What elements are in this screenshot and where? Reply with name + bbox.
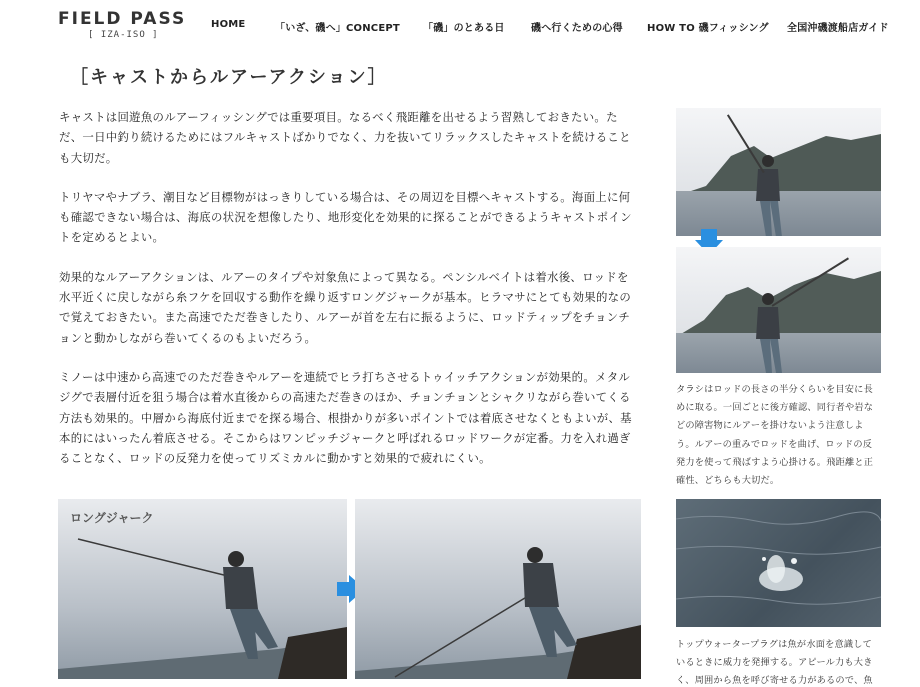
paragraph: 効果的なルアーアクションは、ルアーのタイプや対象魚によって異なる。ペンシルベイトは着水後、ロッドを水平近くに戻しながら糸フケを回収する動作を繰り返すロングジャークが基本。ヒラマサにとても効果的なので覚えておきたい。また高速でただ巻きしたり、ルアーが首を左右に振るように、ロッドティップをチョンチョンと動かしながら巻いてくるのもよいだろう。 <box>59 269 632 345</box>
paragraph: トリヤマやナブラ、潮目など目標物がはっきりしている場合は、その周辺を目標へキャストする。海面上に何も確認できない場合は、海底の状況を想像したり、地形変化を効果的に探ることができるようキャストポイントを定めるとよい。 <box>59 189 632 245</box>
paragraph: キャストは回遊魚のルアーフィッシングでは重要項目。なるべく飛距離を出せるよう習熟しておきたい。ただ、一日中釣り続けるためにはフルキャストばかりでなく、力を抜いてリラックスしたキャストを続けることも大切だ。 <box>59 110 631 165</box>
caption-cast: タラシはロッドの長さの半分くらいを目安に長めに取る。一回ごとに後方確認、同行者や岩などの障害物にルアーを掛けないよう注意しよう。ルアーの重みでロッドを曲げ、ロッドの反発力を使って飛ばすよう心掛ける。飛距離と正確性、どちらも大切だ。 <box>676 384 874 487</box>
water-texture <box>676 499 881 627</box>
nav-item-guidelines[interactable]: 磯へ行くための心得 <box>531 23 623 34</box>
nav-item-boat-guide[interactable]: 全国沖磯渡船店ガイド <box>787 23 889 34</box>
logo-subtitle: [ IZA-ISO ] <box>88 30 159 40</box>
angler-scene <box>58 499 347 679</box>
nav-item-iso-day[interactable]: 「磯」のとある日 <box>423 23 505 34</box>
cast-photo-after <box>676 247 881 373</box>
topwater-splash-photo <box>676 499 881 627</box>
nav-item-howto[interactable]: HOW TO 磯フィッシング <box>647 23 769 34</box>
main-nav <box>0 19 920 33</box>
long-jerk-photo-2 <box>355 499 641 679</box>
nav-item-concept[interactable]: 「いざ、磯へ」CONCEPT <box>275 23 400 34</box>
nav-item-home[interactable]: HOME <box>211 19 246 30</box>
caption-topwater: トップウォータープラグは魚が水面を意識しているときに威力を発揮する。アピール力も大きく、周囲から魚を呼び寄せる力があるので、魚 <box>676 639 873 687</box>
angler-scene <box>355 499 641 679</box>
long-jerk-photo-1 <box>58 499 347 679</box>
article-body <box>59 107 637 487</box>
cast-photo-before <box>676 108 881 236</box>
paragraph: ミノーは中速から高速でのただ巻きやルアーを連続でヒラ打ちさせるトゥイッチアクションが効果的。メタルジグで表層付近を狙う場合は着水直後からの高速ただ巻きのほか、チョンチョンとシャクリながら巻いてくる方法も効果的。中層から海底付近までを探る場合、根掛かりが多いポイントでは着底させなくともよいが、基本的にはいったん着底させる。そこからはワンピッチジャークと呼ばれるロッドワークが定番。力を入れ過ぎることなく、ロッドの反発力を使ってリズミカルに動かすと効果的で疲れにくい。 <box>59 369 632 466</box>
logo-title: FIELD PASS <box>58 9 187 29</box>
page-title: ［キャストからルアーアクション］ <box>70 67 388 88</box>
angler-figure <box>746 291 796 373</box>
long-jerk-label: ロングジャーク <box>70 511 154 525</box>
angler-figure <box>744 153 794 236</box>
